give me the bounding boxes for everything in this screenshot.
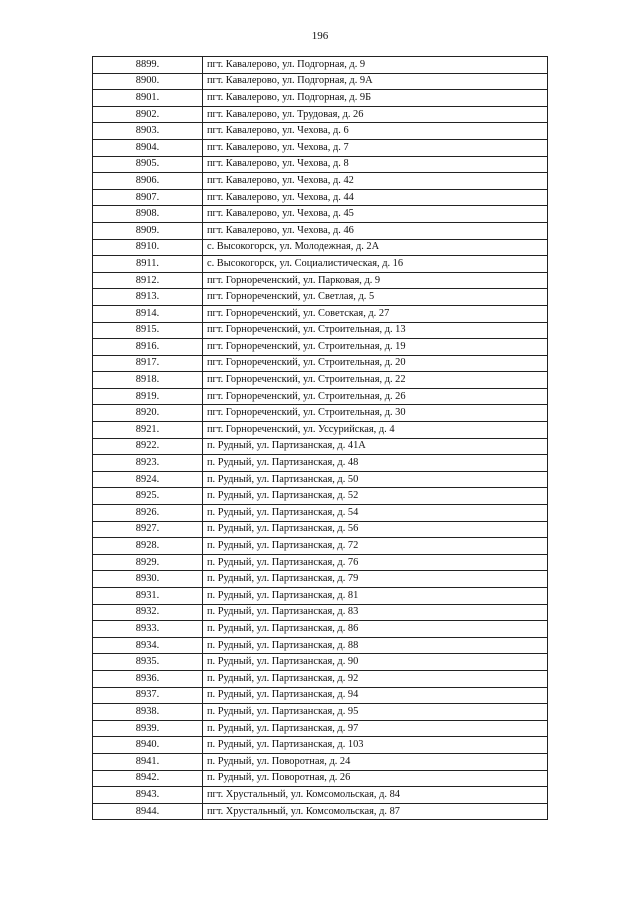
address-cell: с. Высокогорск, ул. Социалистическая, д. 16: [203, 256, 548, 273]
row-number-cell: 8900.: [93, 73, 203, 90]
row-number-cell: 8918.: [93, 372, 203, 389]
address-cell: пгт. Горнореченский, ул. Строительная, д. 30: [203, 405, 548, 422]
row-number-cell: 8943.: [93, 787, 203, 804]
address-cell: пгт. Горнореченский, ул. Строительная, д. 22: [203, 372, 548, 389]
table-row: [93, 687, 548, 704]
address-cell: пгт. Горнореченский, ул. Парковая, д. 9: [203, 272, 548, 289]
table-row: [93, 753, 548, 770]
table-row: [93, 720, 548, 737]
address-cell: п. Рудный, ул. Партизанская, д. 54: [203, 505, 548, 522]
row-number-cell: 8908.: [93, 206, 203, 223]
table-row: [93, 372, 548, 389]
page-number: 196: [311, 30, 329, 42]
address-cell: п. Рудный, ул. Партизанская, д. 52: [203, 488, 548, 505]
address-cell: п. Рудный, ул. Партизанская, д. 76: [203, 554, 548, 571]
table-row: [93, 322, 548, 339]
row-number-cell: 8919.: [93, 388, 203, 405]
row-number-cell: 8899.: [93, 57, 203, 74]
table-row: [93, 388, 548, 405]
address-cell: п. Рудный, ул. Партизанская, д. 94: [203, 687, 548, 704]
address-cell: п. Рудный, ул. Партизанская, д. 56: [203, 521, 548, 538]
table-row: [93, 139, 548, 156]
address-cell: пгт. Горнореченский, ул. Строительная, д. 13: [203, 322, 548, 339]
address-cell: п. Рудный, ул. Партизанская, д. 90: [203, 654, 548, 671]
row-number-cell: 8938.: [93, 704, 203, 721]
address-cell: п. Рудный, ул. Партизанская, д. 92: [203, 670, 548, 687]
table-row: [93, 505, 548, 522]
row-number-cell: 8904.: [93, 139, 203, 156]
address-cell: пгт. Кавалерово, ул. Чехова, д. 42: [203, 173, 548, 190]
table-row: [93, 222, 548, 239]
table-row: [93, 554, 548, 571]
row-number-cell: 8926.: [93, 505, 203, 522]
row-number-cell: 8912.: [93, 272, 203, 289]
address-cell: пгт. Горнореченский, ул. Строительная, д. 20: [203, 355, 548, 372]
address-cell: пгт. Горнореченский, ул. Советская, д. 27: [203, 305, 548, 322]
address-cell: пгт. Горнореченский, ул. Строительная, д. 19: [203, 339, 548, 356]
row-number-cell: 8915.: [93, 322, 203, 339]
address-cell: п. Рудный, ул. Поворотная, д. 24: [203, 753, 548, 770]
row-number-cell: 8902.: [93, 106, 203, 123]
row-number-cell: 8931.: [93, 588, 203, 605]
address-cell: пгт. Кавалерово, ул. Чехова, д. 46: [203, 222, 548, 239]
row-number-cell: 8922.: [93, 438, 203, 455]
row-number-cell: 8903.: [93, 123, 203, 140]
table-row: [93, 173, 548, 190]
address-cell: п. Рудный, ул. Партизанская, д. 86: [203, 621, 548, 638]
address-cell: пгт. Горнореченский, ул. Строительная, д. 26: [203, 388, 548, 405]
table-row: [93, 57, 548, 74]
table-row: [93, 654, 548, 671]
address-cell: пгт. Кавалерово, ул. Подгорная, д. 9А: [203, 73, 548, 90]
address-cell: пгт. Кавалерово, ул. Чехова, д. 44: [203, 189, 548, 206]
address-cell: п. Рудный, ул. Партизанская, д. 88: [203, 637, 548, 654]
row-number-cell: 8917.: [93, 355, 203, 372]
table-row: [93, 438, 548, 455]
address-cell: п. Рудный, ул. Партизанская, д. 50: [203, 471, 548, 488]
row-number-cell: 8932.: [93, 604, 203, 621]
table-row: [93, 289, 548, 306]
table-row: [93, 704, 548, 721]
row-number-cell: 8911.: [93, 256, 203, 273]
row-number-cell: 8913.: [93, 289, 203, 306]
row-number-cell: 8934.: [93, 637, 203, 654]
address-cell: пгт. Кавалерово, ул. Подгорная, д. 9: [203, 57, 548, 74]
row-number-cell: 8939.: [93, 720, 203, 737]
address-table-body: [93, 57, 548, 820]
table-row: [93, 355, 548, 372]
row-number-cell: 8940.: [93, 737, 203, 754]
row-number-cell: 8930.: [93, 571, 203, 588]
table-row: [93, 787, 548, 804]
address-cell: пгт. Горнореченский, ул. Уссурийская, д. 4: [203, 422, 548, 439]
row-number-cell: 8933.: [93, 621, 203, 638]
row-number-cell: 8925.: [93, 488, 203, 505]
row-number-cell: 8920.: [93, 405, 203, 422]
address-cell: п. Рудный, ул. Партизанская, д. 97: [203, 720, 548, 737]
table-row: [93, 588, 548, 605]
address-cell: пгт. Хрустальный, ул. Комсомольская, д. 87: [203, 803, 548, 820]
row-number-cell: 8936.: [93, 670, 203, 687]
row-number-cell: 8941.: [93, 753, 203, 770]
table-row: [93, 604, 548, 621]
table-row: [93, 256, 548, 273]
row-number-cell: 8906.: [93, 173, 203, 190]
table-row: [93, 803, 548, 820]
row-number-cell: 8935.: [93, 654, 203, 671]
table-row: [93, 538, 548, 555]
table-row: [93, 637, 548, 654]
row-number-cell: 8923.: [93, 455, 203, 472]
row-number-cell: 8907.: [93, 189, 203, 206]
row-number-cell: 8905.: [93, 156, 203, 173]
row-number-cell: 8927.: [93, 521, 203, 538]
table-row: [93, 621, 548, 638]
row-number-cell: 8914.: [93, 305, 203, 322]
table-row: [93, 670, 548, 687]
table-row: [93, 471, 548, 488]
row-number-cell: 8928.: [93, 538, 203, 555]
address-cell: пгт. Кавалерово, ул. Чехова, д. 6: [203, 123, 548, 140]
address-cell: п. Рудный, ул. Партизанская, д. 83: [203, 604, 548, 621]
table-row: [93, 156, 548, 173]
address-table: [92, 56, 548, 820]
table-row: [93, 189, 548, 206]
table-row: [93, 521, 548, 538]
address-cell: пгт. Кавалерово, ул. Чехова, д. 45: [203, 206, 548, 223]
table-row: [93, 455, 548, 472]
table-row: [93, 405, 548, 422]
address-cell: п. Рудный, ул. Партизанская, д. 41А: [203, 438, 548, 455]
row-number-cell: 8901.: [93, 90, 203, 107]
row-number-cell: 8921.: [93, 422, 203, 439]
table-row: [93, 106, 548, 123]
address-cell: п. Рудный, ул. Партизанская, д. 48: [203, 455, 548, 472]
row-number-cell: 8910.: [93, 239, 203, 256]
table-row: [93, 73, 548, 90]
row-number-cell: 8916.: [93, 339, 203, 356]
row-number-cell: 8909.: [93, 222, 203, 239]
address-cell: пгт. Кавалерово, ул. Трудовая, д. 26: [203, 106, 548, 123]
address-cell: с. Высокогорск, ул. Молодежная, д. 2А: [203, 239, 548, 256]
address-cell: п. Рудный, ул. Поворотная, д. 26: [203, 770, 548, 787]
table-row: [93, 571, 548, 588]
row-number-cell: 8944.: [93, 803, 203, 820]
table-row: [93, 90, 548, 107]
table-row: [93, 239, 548, 256]
table-row: [93, 272, 548, 289]
table-row: [93, 305, 548, 322]
row-number-cell: 8929.: [93, 554, 203, 571]
row-number-cell: 8942.: [93, 770, 203, 787]
table-row: [93, 123, 548, 140]
address-cell: пгт. Горнореченский, ул. Светлая, д. 5: [203, 289, 548, 306]
address-cell: пгт. Кавалерово, ул. Подгорная, д. 9Б: [203, 90, 548, 107]
row-number-cell: 8937.: [93, 687, 203, 704]
table-row: [93, 422, 548, 439]
address-cell: пгт. Хрустальный, ул. Комсомольская, д. 84: [203, 787, 548, 804]
address-cell: п. Рудный, ул. Партизанская, д. 79: [203, 571, 548, 588]
address-cell: пгт. Кавалерово, ул. Чехова, д. 8: [203, 156, 548, 173]
table-row: [93, 206, 548, 223]
table-row: [93, 737, 548, 754]
table-row: [93, 770, 548, 787]
address-cell: пгт. Кавалерово, ул. Чехова, д. 7: [203, 139, 548, 156]
table-row: [93, 488, 548, 505]
address-cell: п. Рудный, ул. Партизанская, д. 103: [203, 737, 548, 754]
table-row: [93, 339, 548, 356]
row-number-cell: 8924.: [93, 471, 203, 488]
address-cell: п. Рудный, ул. Партизанская, д. 95: [203, 704, 548, 721]
address-cell: п. Рудный, ул. Партизанская, д. 72: [203, 538, 548, 555]
address-cell: п. Рудный, ул. Партизанская, д. 81: [203, 588, 548, 605]
